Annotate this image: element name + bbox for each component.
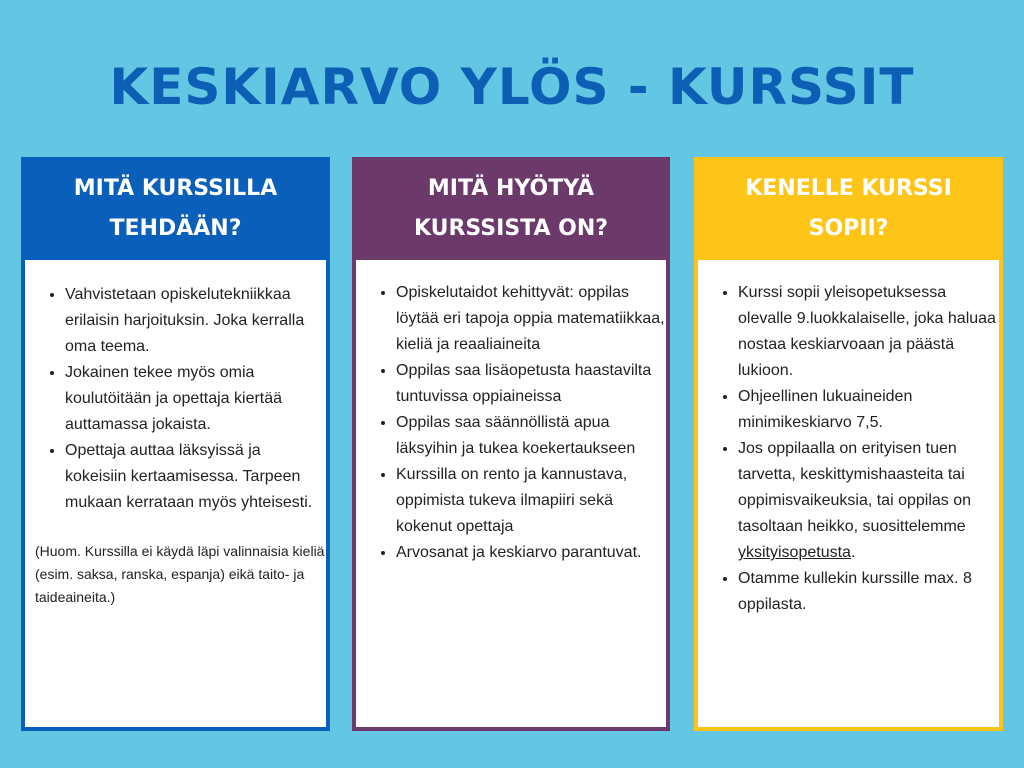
- page-title: KESKIARVO YLÖS - KURSSIT: [109, 58, 915, 116]
- list-item: • Oppilas saa säännöllistä apua läksyihin ja tukea koekertaukseen: [396, 410, 666, 462]
- list-item-end: .: [850, 544, 856, 561]
- column-who-body: [698, 260, 999, 727]
- heading-line: MITÄ KURSSILLA: [73, 175, 278, 201]
- column-who-heading: [694, 157, 1003, 260]
- heading-line: KENELLE KURSSI: [745, 175, 952, 201]
- heading-line: SOPII?: [808, 215, 889, 241]
- column-who: [694, 157, 1003, 731]
- list-item: • Oppilas saa lisäopetusta haastavilta tuntuvissa oppiaineissa: [396, 358, 666, 410]
- list-item: • Arvosanat ja keskiarvo parantuvat.: [396, 540, 666, 566]
- column-what-heading: [21, 157, 330, 260]
- list-item: • Opiskelutaidot kehittyvät: oppilas löytää eri tapoja oppia matematiikkaa, kieliä ja reaaliaineita: [396, 280, 666, 358]
- list-item: • Vahvistetaan opiskelutekniikkaa erilaisin harjoituksin. Joka kerralla oma teema.: [65, 282, 326, 360]
- column-benefit: [352, 157, 670, 731]
- list-item: • Kurssi sopii yleisopetuksessa olevalle 9.luokkalaiselle, joka haluaa nostaa keskiarvoaan ja päästä lukioon.: [738, 280, 999, 384]
- bullet-list: [25, 282, 326, 516]
- list-item: • Kurssilla on rento ja kannustava, oppimista tukeva ilmapiiri sekä kokenut opettaja: [396, 462, 666, 540]
- bullet-list: [356, 280, 666, 566]
- list-item: [738, 436, 999, 566]
- list-item: • Ohjeellinen lukuaineiden minimikeskiarvo 7,5.: [738, 384, 999, 436]
- private-tutoring-link[interactable]: yksityisopetusta: [738, 544, 851, 561]
- list-item: • Otamme kullekin kurssille max. 8 oppilasta.: [738, 566, 999, 618]
- bullet-list: [698, 280, 999, 618]
- column-what-body: [25, 260, 326, 727]
- heading-line: TEHDÄÄN?: [109, 215, 242, 241]
- column-what: [21, 157, 330, 731]
- list-item-text: Jos oppilaalla on erityisen tuen tarvetta, keskittymishaasteita tai oppimisvaikeuksia, tai oppilas on tasoltaan heikko, suosittelemme: [738, 440, 972, 535]
- heading-line: KURSSISTA ON?: [413, 215, 609, 241]
- column-benefit-heading: [352, 157, 670, 260]
- list-item: • Jokainen tekee myös omia koulutöitään ja opettaja kiertää auttamassa jokaista.: [65, 360, 326, 438]
- column-benefit-body: [356, 260, 666, 727]
- list-item: • Opettaja auttaa läksyissä ja kokeisiin kertaamisessa. Tarpeen mukaan kerrataan myös yhteisesti.: [65, 438, 326, 516]
- note-text: (Huom. Kurssilla ei käydä läpi valinnaisia kieliä (esim. saksa, ranska, espanja) eikä taito- ja taideaineita.): [35, 543, 325, 605]
- heading-line: MITÄ HYÖTYÄ: [427, 175, 595, 201]
